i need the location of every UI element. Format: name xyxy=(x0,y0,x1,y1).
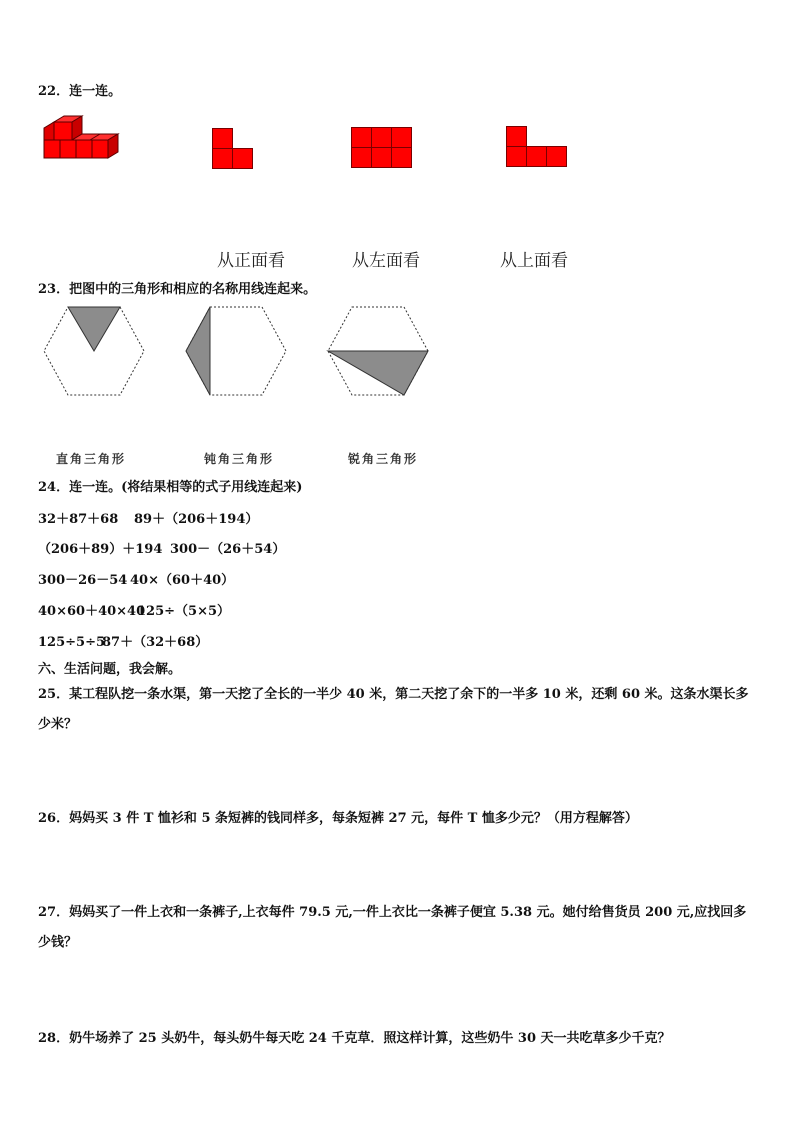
q24-row4-left: 40×60＋40×40 xyxy=(38,604,146,619)
view-shape-grid xyxy=(351,127,413,169)
q25-text: 25．某工程队挖一条水渠，第一天挖了全长的一半少 40 米，第二天挖了余下的一半多 10 米，还剩 60 米。这条水渠长多少米？ xyxy=(38,687,749,732)
q24-row4-right: 125÷（5×5） xyxy=(137,604,231,619)
label-right-triangle: 直角三角形 xyxy=(56,452,127,466)
q24-row1-left: 32＋87＋68 xyxy=(38,512,119,527)
cube-stack-3d xyxy=(44,116,134,178)
q24-row3-right: 40×（60＋40） xyxy=(130,573,235,588)
q24-row2-left: （206＋89）＋194 xyxy=(38,542,163,557)
label-acute-triangle: 锐角三角形 xyxy=(348,452,419,466)
q24-row3-left: 300－26－54 xyxy=(38,573,128,588)
label-obtuse-triangle: 钝角三角形 xyxy=(204,452,275,466)
view-shape-l xyxy=(212,128,256,170)
q27-text: 27．妈妈买了一件上衣和一条裤子,上衣每件 79.5 元,一件上衣比一条裤子便宜 5.38 元。她付给售货员 200 元,应找回多少钱？ xyxy=(38,905,747,950)
q24-row2-right: 300－（26＋54） xyxy=(170,542,286,557)
section-six-heading: 六、生活问题，我会解。 xyxy=(38,662,182,677)
hexagon-3 xyxy=(326,306,430,396)
q26-text: 26．妈妈买 3 件 T 恤衫和 5 条短裤的钱同样多，每条短裤 27 元，每件 T 恤多少元？（用方程解答） xyxy=(38,811,638,826)
hexagon-1 xyxy=(42,306,146,396)
q23-title: 23．把图中的三角形和相应的名称用线连起来。 xyxy=(38,282,317,297)
q24-title: 24．连一连。(将结果相等的式子用线连起来) xyxy=(38,480,303,495)
q22-title: 22．连一连。 xyxy=(38,84,122,99)
q24-row1-right: 89＋（206＋194） xyxy=(134,512,259,527)
q24-row5-right: 87＋（32＋68） xyxy=(102,635,209,650)
q28-text: 28．奶牛场养了 25 头奶牛，每头奶牛每天吃 24 千克草．照这样计算，这些奶牛 30 天一共吃草多少千克？ xyxy=(38,1031,671,1046)
view-label-left: 从左面看 xyxy=(352,251,420,271)
view-label-top: 从上面看 xyxy=(500,251,568,271)
view-shape-long-l xyxy=(506,126,568,168)
q24-row5-left: 125÷5÷5 xyxy=(38,635,106,650)
view-label-front: 从正面看 xyxy=(217,251,285,271)
hexagon-2 xyxy=(184,306,288,396)
